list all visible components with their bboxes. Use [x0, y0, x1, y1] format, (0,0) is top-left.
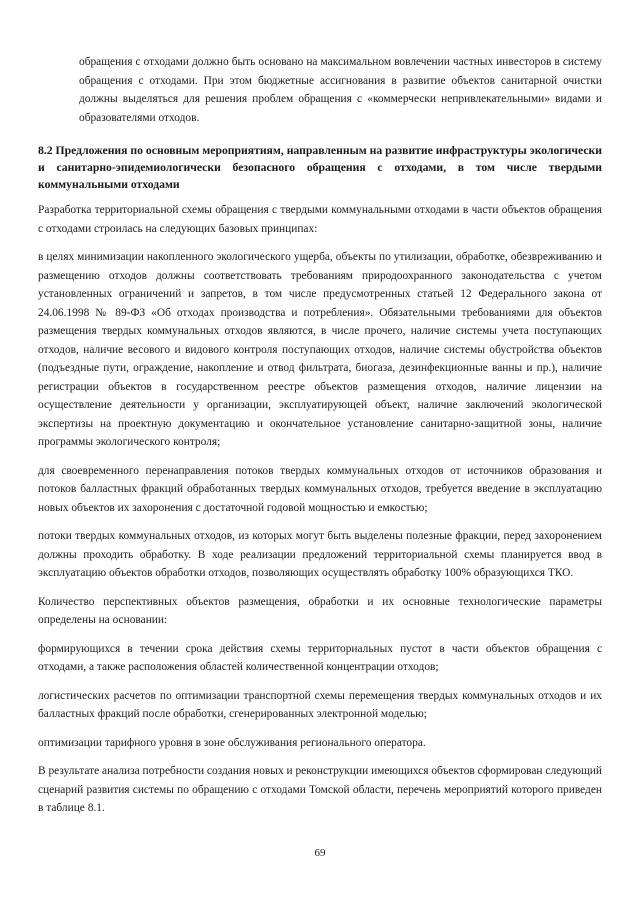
- paragraph-basis-intro: Количество перспективных объектов размещения, обработки и их основные технологические параметры определены на основании:: [38, 595, 602, 626]
- section-heading: 8.2 Предложения по основным мероприятиям, направленным на развитие инфраструктуры экологически и санитарно-эпидемиологически безопасного обращения с отходами, в том числе твердыми коммунальными отходами: [38, 144, 602, 191]
- paragraph-basis-1: формирующихся в течении срока действия схемы территориальных пустот в части объектов обращения с отходами, а также расположения областей количественной концентрации отходов;: [38, 642, 602, 673]
- paragraph-basis-2: логистических расчетов по оптимизации транспортной схемы перемещения твердых коммунальных отходов и их балластных фракций после обработки, сгенерированных электронной моделью;: [38, 689, 602, 720]
- paragraph-principle-3: потоки твердых коммунальных отходов, из которых могут быть выделены полезные фракции, перед захоронением должны проходить обработку. В ходе реализации предложений территориальной схемы планируется ввод в эксплуатацию объектов обработки отходов, позволяющих осуществлять обработку 100% образующихся ТКО.: [38, 530, 602, 579]
- page-body: [38, 53, 602, 818]
- paragraph-principle-1: в целях минимизации накопленного экологического ущерба, объекты по утилизации, обработке, обезвреживанию и размещению отходов должны соответствовать требованиям природоохранного законодательства с учетом установленных ограничений и запретов, в том числе предусмотренных статьей 12 Федерального закона от 24.06.1998 № 89-ФЗ «Об отходах производства и потребления». Обязательными требованиями для объектов размещения твердых коммунальных отходов являются, в числе прочего, наличие системы учета поступающих отходов, наличие весового и видового контроля поступающих отходов, наличие системы обустройства объектов (подъездные пути, ограждение, накопление и отвод фильтрата, биогаза, дезинфекционные ванны и пр.), наличие регистрации объектов в государственном реестре объектов размещения отходов, наличие лицензии на осуществление деятельности у организации, эксплуатирующей объект, наличие заключений экологической экспертизы на проектную документацию и окончательное установление санитарно-защитной зоны, наличие программы экологического контроля;: [38, 251, 602, 448]
- paragraph-intro: Разработка территориальной схемы обращения с твердыми коммунальными отходами в части объектов обращения с отходами строилась на следующих базовых принципах:: [38, 204, 602, 235]
- paragraph-basis-3: оптимизации тарифного уровня в зоне обслуживания регионального оператора.: [38, 736, 426, 749]
- paragraph-principle-2: для своевременного перенаправления потоков твердых коммунальных отходов от источников образования и потоков балластных фракций обработанных твердых коммунальных отходов, требуется введение в эксплуатацию новых объектов их захоронения с достаточной годовой мощностью и емкостью;: [38, 464, 602, 514]
- paragraph-conclusion: В результате анализа потребности создания новых и реконструкции имеющихся объектов сформирован следующий сценарий развития системы по обращению с отходами Томской области, перечень мероприятий которого приведен в таблице 8.1.: [38, 765, 602, 814]
- top-paragraph: обращения с отходами должно быть основано на максимальном вовлечении частных инвесторов в систему обращения с отходами. При этом бюджетные ассигнования в развитие объектов санитарной очистки должны выделяться для решения проблем обращения с «коммерчески непривлекательными» видами и образователями отходов.: [79, 56, 602, 124]
- page-number: 69: [314, 847, 326, 859]
